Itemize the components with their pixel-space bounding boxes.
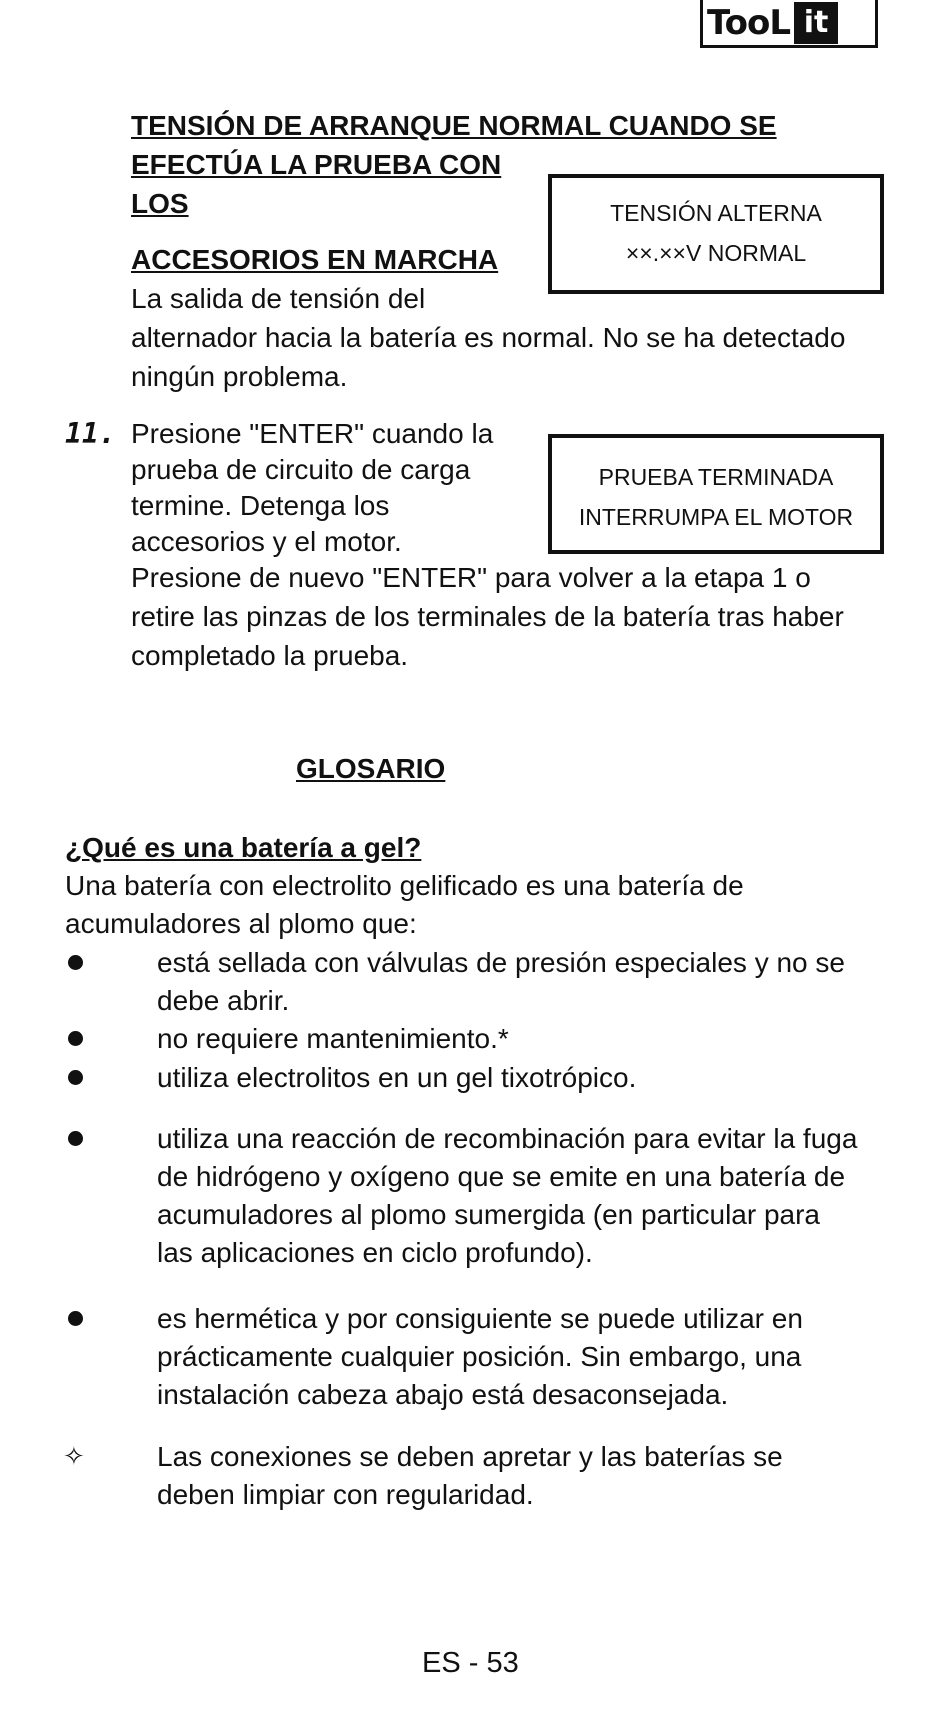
glossary-intro-line-1: Una batería con electrolito gelificado es una batería de [65,870,744,901]
bullet-icon [68,1311,83,1326]
bullet-3-line-1: utiliza electrolitos en un gel tixotrópico. [157,1062,637,1093]
display-line-1: TENSIÓN ALTERNA [610,200,822,226]
step-line-5: Presione de nuevo "ENTER" para volver a la etapa 1 o [131,562,811,593]
bullet-4-line-4: las aplicaciones en ciclo profundo). [157,1237,593,1268]
step-line-2: prueba de circuito de carga [131,454,471,485]
glossary-intro-line-2: acumuladores al plomo que: [65,908,417,939]
step-number: 11. [65,417,116,450]
glossary-title: GLOSARIO [296,753,446,784]
note-line-2: deben limpiar con regularidad. [157,1479,534,1510]
bullet-5-line-3: instalación cabeza abajo está desaconsejada. [157,1379,729,1410]
step-line-4: accesorios y el motor. [131,526,402,557]
section-body-line-2: alternador hacia la batería es normal. No se ha detectado [131,322,846,353]
section-body-line-3: ningún problema. [131,361,348,392]
section-heading-line-4: ACCESORIOS EN MARCHA [131,244,499,275]
test-done-display-box [548,434,884,554]
bullet-5-line-2: prácticamente cualquier posición. Sin embargo, una [157,1341,802,1372]
step-line-7: completado la prueba. [131,640,409,671]
section-heading-line-1: TENSIÓN DE ARRANQUE NORMAL CUANDO SE [131,110,777,141]
voltage-display-box [548,174,884,294]
step-line-3: termine. Detenga los [131,490,390,521]
page-number: ES - 53 [422,1647,519,1679]
bullet-icon [68,955,83,970]
note-line-1: Las conexiones se deben apretar y las baterías se [157,1441,783,1472]
logo-text: TooL [707,2,791,43]
section-heading-line-3: LOS [131,188,189,219]
bullet-icon [68,1070,83,1085]
bullet-4-line-1: utiliza una reacción de recombinación para evitar la fuga [157,1123,858,1154]
bullet-4-line-3: acumuladores al plomo sumergida (en particular para [157,1199,821,1230]
section-heading-line-2: EFECTÚA LA PRUEBA CON [131,149,502,180]
bullet-4-line-2: de hidrógeno y oxígeno que se emite en una batería de [157,1161,846,1192]
brand-logo [700,0,878,48]
bullet-1-line-1: está sellada con válvulas de presión especiales y no se [157,947,845,978]
display-line-1: PRUEBA TERMINADA [598,464,834,490]
bullet-icon [68,1031,83,1046]
star-icon: ✧ [63,1442,85,1472]
section-body-line-1: La salida de tensión del [131,283,426,314]
bullet-1-line-2: debe abrir. [157,985,290,1016]
display-line-2: INTERRUMPA EL MOTOR [578,504,854,530]
logo-mark: it [794,2,838,44]
bullet-icon [68,1131,83,1146]
step-line-1: Presione "ENTER" cuando la [131,418,494,449]
bullet-2-line-1: no requiere mantenimiento.* [157,1023,509,1054]
display-line-2: ××.××V NORMAL [625,240,807,266]
bullet-5-line-1: es hermética y por consiguiente se puede utilizar en [157,1303,803,1334]
glossary-question: ¿Qué es una batería a gel? [65,832,422,863]
step-line-6: retire las pinzas de los terminales de la batería tras haber [131,601,844,632]
